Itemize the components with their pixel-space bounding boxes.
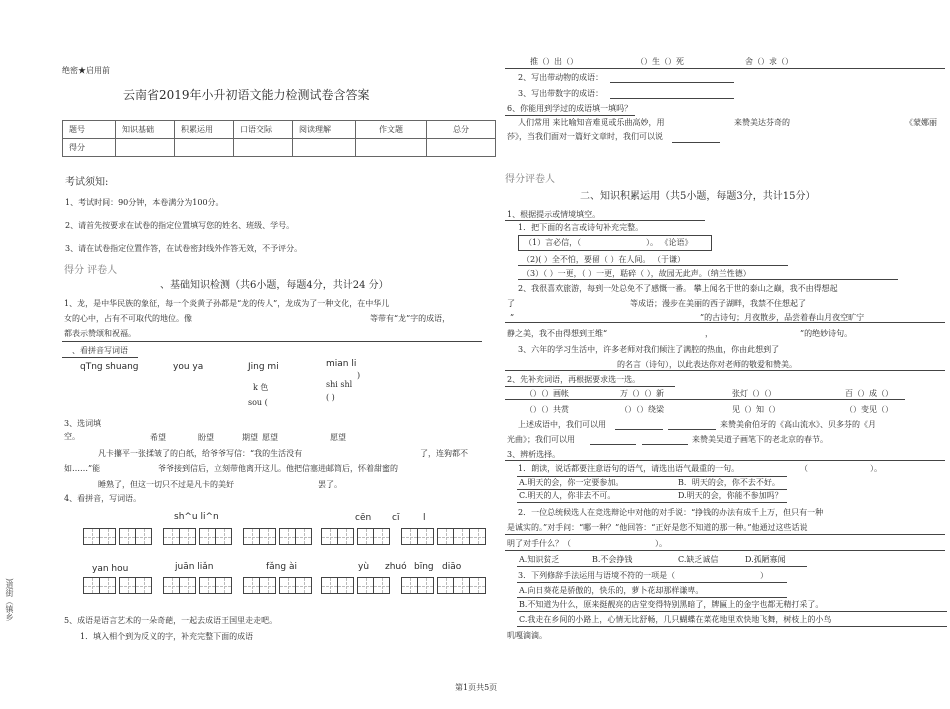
- question-text: 明了对手什么？（: [507, 539, 571, 548]
- poem-line: （3）（ ）一更，（ ）一更，聒碎（ ），故园无此声。（纳兰性德）: [522, 269, 751, 278]
- choice-option[interactable]: B.不知道为什么，原来挺靓亮的店堂变得特别黑暗了，牌匾上的金字也都无精打采了。: [519, 600, 824, 609]
- pinyin-text: sou (: [248, 398, 268, 407]
- question-text: 3、六年的学习生活中，许多老师对我们倾注了满腔的热血，你由此想到了: [518, 345, 780, 354]
- idiom-fill: （）（）画帐: [525, 389, 569, 398]
- idiom-fill: 张灯（）（）: [732, 389, 776, 398]
- question-text: ）: [760, 571, 768, 580]
- score-table: [62, 120, 496, 157]
- pinyin-text: juān liǎn: [175, 562, 214, 572]
- pinyin-text: fǎng ài: [266, 562, 297, 572]
- question-text: 来赞美俞伯牙的《高山流水》、贝多芬的《月: [720, 420, 876, 429]
- question-text: 1．朗读，说话都要注意语句的语气，请选出语气最重的一句。: [518, 464, 740, 473]
- question-text: 1．填入相个到为反义的字，补充完整下面的成语: [80, 632, 254, 641]
- choice-option: 叽嘎滴滴。: [507, 631, 547, 640]
- grader-label: 得分 评卷人: [64, 265, 118, 276]
- idiom-fill: （）（）共赏: [525, 405, 569, 414]
- idiom-fill: （）生（）死: [636, 57, 684, 66]
- writing-grid[interactable]: [83, 577, 485, 594]
- question-text: ）。: [870, 464, 882, 473]
- choice-option[interactable]: A.知识贫乏: [519, 555, 560, 564]
- table-cell: 知识基础: [116, 121, 175, 139]
- pinyin-text: cī: [392, 513, 400, 523]
- poem-line: （2)( ）全不怕，要留（ ）在人间。 （于谦）: [522, 255, 685, 264]
- question-text: 莎》，当我们面对一篇好文章时，我们可以说: [507, 132, 663, 141]
- pinyin-text: l: [423, 513, 426, 523]
- table-cell[interactable]: [175, 139, 234, 157]
- question-text: ”的古诗句；月夜散步，品尝着春山月夜空旷宁: [700, 313, 865, 322]
- question-label: 、看拼音写词语: [72, 346, 128, 355]
- pinyin-text: cēn: [355, 513, 372, 523]
- question-text: 如……”能: [64, 464, 101, 473]
- question-text: 睡熟了，但这一切只不过是凡卡的美好: [98, 480, 234, 489]
- page-title: 云南省2019年小升初语文能力检测试卷含答案: [123, 88, 370, 102]
- question-text: 了: [507, 299, 515, 308]
- table-cell: 题号: [63, 121, 116, 139]
- pinyin-text: shi shl: [326, 380, 353, 389]
- question-label: 空。: [64, 432, 80, 441]
- question-text: 《蒙娜丽: [905, 118, 937, 127]
- question-text: 是诚实的。”对手问：“哪一种？”他回答：“正好是您不知道的那一种。”他通过这些话说: [507, 523, 808, 532]
- pinyin-text: Jing mi: [248, 362, 279, 372]
- choice-option[interactable]: C.我走在乡间的小路上，心情无比舒畅，几只蝴蝶在菜花地里欢快地飞舞，树枝上的小鸟: [519, 615, 832, 624]
- word-option: 盼望: [198, 433, 214, 442]
- table-cell: 积累运用: [175, 121, 234, 139]
- pinyin-text: yan hou: [92, 564, 129, 574]
- question-text: 3、辨析选择。: [507, 450, 561, 459]
- pinyin-text: yù: [358, 562, 370, 572]
- question-text: 2、先补充词语，再根据要求选一选。: [507, 375, 641, 384]
- table-cell: 口语交际: [234, 121, 293, 139]
- question-text: 2．一位总统候选人在竞选辩论中对他的对手说：“挣钱的办法有成千上万，但只有一种: [518, 508, 824, 517]
- table-row: [63, 139, 496, 157]
- question-text: 3、写出带数字的成语：: [518, 89, 604, 98]
- idiom-fill: 舍（）求（）: [745, 57, 793, 66]
- question-text: 来赞美达芬奇的: [734, 118, 790, 127]
- question-text: 1、龙，是中华民族的象征，每一个炎黄子孙都是“龙的传人”，龙成为了一种文化，在中华儿: [64, 299, 390, 308]
- question-text: 罢了。: [318, 480, 342, 489]
- question-text: ”: [510, 313, 515, 322]
- question-label: 4、看拼音，写词语。: [64, 494, 142, 503]
- pinyin-text: ): [357, 371, 361, 380]
- question-text: 爷爷接到信后，立刻带他离开这儿。他把信塞进邮筒后，怀着甜蜜的: [158, 464, 398, 473]
- writing-grid[interactable]: [83, 528, 485, 545]
- choice-option[interactable]: A.明天的会，你一定要参加。: [519, 478, 624, 487]
- notice-item: 3、请在试卷指定位置作答，在试卷密封线外作答无效，不予评分。: [65, 244, 303, 253]
- question-text: 凡卡攥平一张揉皱了的白纸，给爷爷写信：“我的生活没有: [98, 449, 303, 458]
- question-text: 等带有“龙”字的成语，: [370, 314, 451, 323]
- question-text: 2、我很喜欢旅游，每到一处总免不了感慨一番。 攀上闻名于世的泰山之巅，我不由得想起: [518, 284, 838, 293]
- choice-option[interactable]: C.缺乏诚信: [678, 555, 719, 564]
- secret-mark: 绝密★启用前: [62, 66, 110, 75]
- grader-label: 得分评卷人: [505, 174, 555, 185]
- seal-margin-text: )道街（镇乡: [5, 578, 14, 622]
- notice-item: 2、请首先按要求在试卷的指定位置填写您的姓名、班级、学号。: [65, 221, 295, 230]
- word-option: 希望: [150, 433, 166, 442]
- table-cell: 阅读理解: [293, 121, 356, 139]
- question-text: 静之美，我不由得想到王维“: [507, 329, 608, 338]
- question-text: 等成语；漫步在美丽的西子湖畔，我禁不住想起了: [630, 299, 806, 308]
- table-cell: 总分: [427, 121, 496, 139]
- question-text: 人们常用 来比喻知音难觅或乐曲高妙，用: [518, 118, 665, 127]
- question-text: 的名言（诗句），以此表达你对老师的敬爱和赞美。: [617, 360, 797, 369]
- table-cell[interactable]: [427, 139, 496, 157]
- pinyin-text: ( ): [326, 393, 335, 402]
- word-option: 愿望: [330, 433, 346, 442]
- answer-blank[interactable]: （: [800, 464, 808, 473]
- section-title: 二、知识积累运用（共5小题，每题3分，共计15分）: [580, 191, 816, 202]
- pinyin-text: diāo: [442, 562, 462, 572]
- word-option: 期望: [242, 433, 258, 442]
- choice-option[interactable]: C.明天的人，你非去不可。: [519, 491, 616, 500]
- notice-item: 1、考试时间：90分钟，本卷满分为100分。: [65, 198, 224, 207]
- question-text: 6、你能用到学过的成语填一填吗？: [507, 104, 633, 113]
- choice-option[interactable]: A.向日葵花是骄傲的，快乐的，萝卜花却那样谦卑。: [519, 586, 704, 595]
- pinyin-text: sh^u li^n: [174, 512, 219, 522]
- pinyin-text: k 色: [253, 383, 269, 392]
- question-text: ”的绝妙诗句。: [800, 329, 853, 338]
- question-text: 2、写出带动物的成语：: [518, 73, 604, 82]
- idiom-fill: 百（）成（）: [845, 389, 893, 398]
- poem-line: ）。 《论语》: [646, 238, 693, 247]
- table-cell: 得分: [63, 139, 116, 157]
- question-text: 1、根据提示或情境填空。: [507, 210, 601, 219]
- question-label: 3、选词填: [64, 419, 102, 428]
- table-row: [63, 121, 496, 139]
- table-cell[interactable]: [116, 139, 175, 157]
- question-text: 都表示赞颂和祝福。: [64, 329, 136, 338]
- question-text: 了，连狗都不: [420, 449, 468, 458]
- idiom-fill: 推（）出（）: [530, 57, 578, 66]
- table-cell[interactable]: [293, 139, 356, 157]
- word-option: 愿望: [262, 433, 278, 442]
- idiom-fill: 见（）知（）: [732, 405, 780, 414]
- question-text: 上述成语中，我们可以用: [518, 420, 606, 429]
- pinyin-text: zhuó: [385, 562, 407, 572]
- choice-option[interactable]: B．明天的会，你不去不好。: [678, 478, 780, 487]
- notice-heading: 考试须知:: [65, 177, 109, 188]
- question-text: 来赞美吴道子画笔下的老北京的春节。: [692, 435, 828, 444]
- poem-line: （1）言必信，（: [524, 238, 582, 247]
- pinyin-text: bīng: [414, 562, 434, 572]
- question-text: 3．下列修辞手法运用与语境不符的一项是（: [518, 571, 676, 580]
- pinyin-text: you ya: [173, 362, 204, 372]
- pinyin-text: mian li: [326, 359, 357, 369]
- choice-option[interactable]: B.不会挣钱: [592, 555, 633, 564]
- table-cell[interactable]: [356, 139, 427, 157]
- idiom-fill: （）（）绕梁: [620, 405, 664, 414]
- question-text: 光曲》；我们可以用: [507, 435, 575, 444]
- question-text: 1．把下面的名言或诗句补充完整。: [518, 223, 644, 232]
- idiom-fill: （）变见（）: [845, 405, 893, 414]
- choice-option[interactable]: D.明天的会，你能不参加吗？: [678, 491, 783, 500]
- question-text: ，: [705, 329, 713, 338]
- table-cell: 作文题: [356, 121, 427, 139]
- section-title: 、基础知识检测（共6小题，每题4分，共计24 分）: [160, 280, 389, 291]
- table-cell[interactable]: [234, 139, 293, 157]
- question-text: 女的心中，占有不可取代的地位。像: [64, 314, 192, 323]
- pinyin-text: qTng shuang: [80, 362, 139, 372]
- idiom-fill: 万（）（）新: [620, 389, 664, 398]
- question-label: 5、成语是语言艺术的一朵奇葩，一起去成语王国里走走吧。: [64, 616, 278, 625]
- page-footer: 第1页共5页: [455, 683, 498, 692]
- choice-option[interactable]: D.孤陋寡闻: [745, 555, 786, 564]
- question-text: ）。: [655, 539, 667, 548]
